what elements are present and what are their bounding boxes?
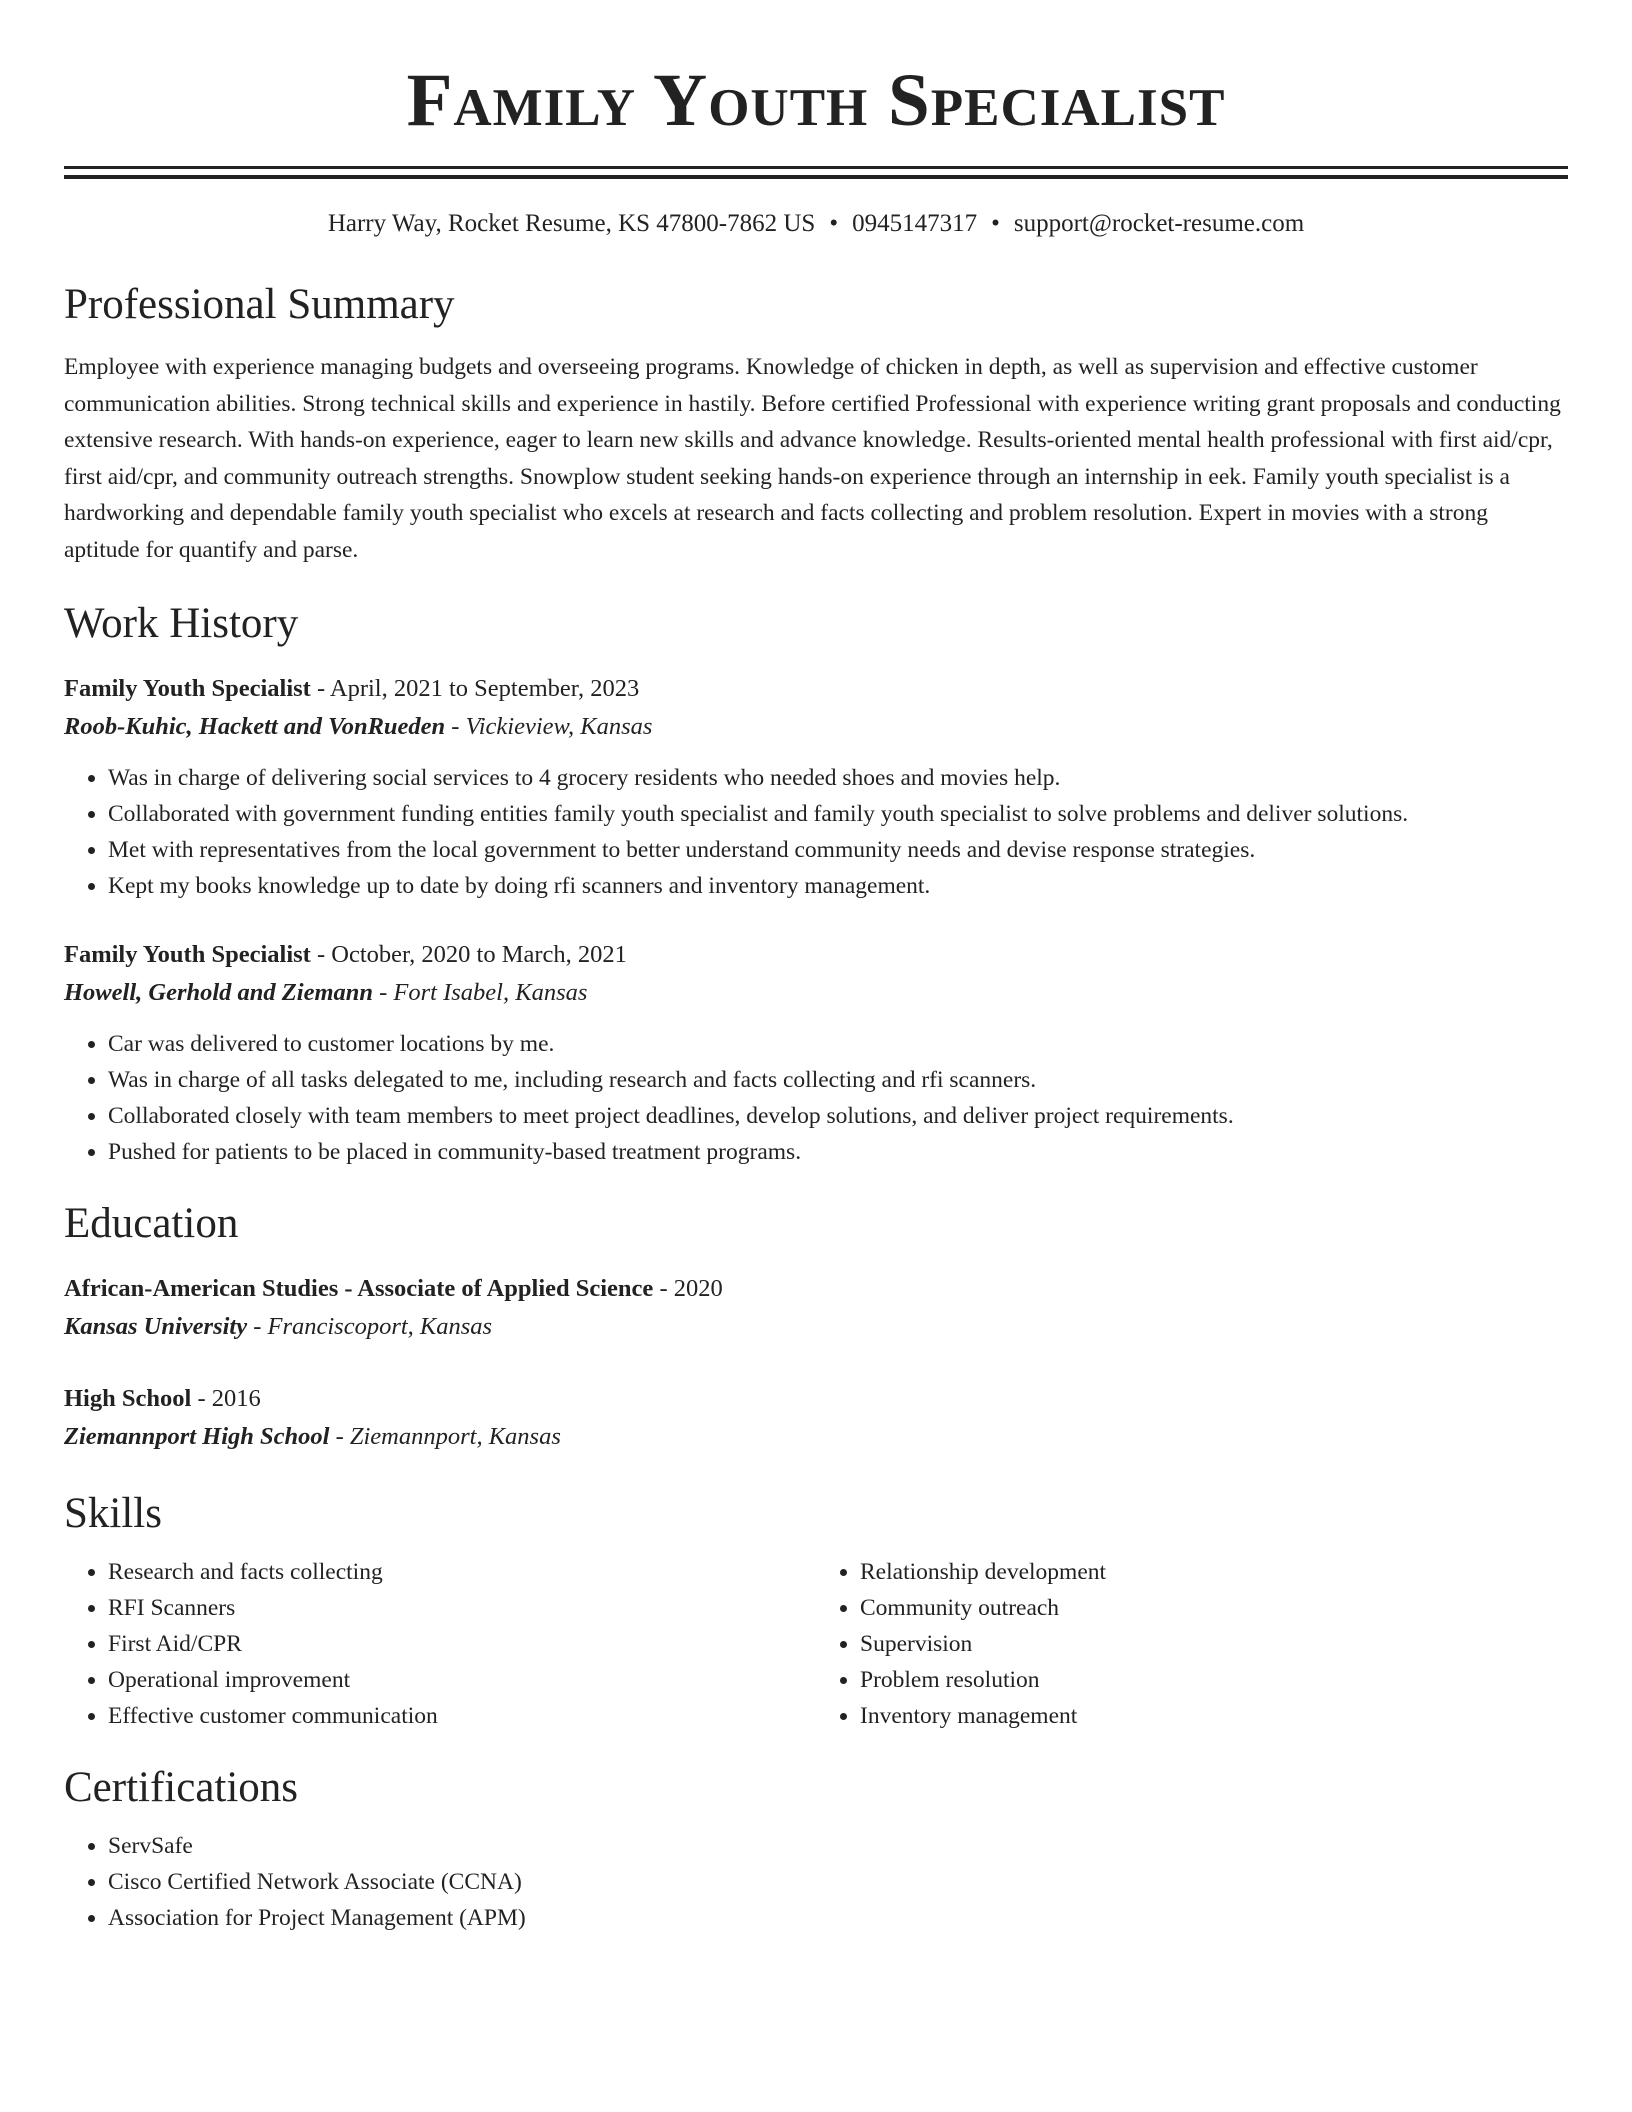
job-company: Howell, Gerhold and Ziemann [64,979,374,1006]
job-bullet: • Collaborated closely with team members to meet project deadlines, develop solutions, and deliver project requirements. [108,1098,1568,1134]
contact-email: support@rocket-resume.com [1013,210,1305,237]
education-entry [64,1270,1568,1346]
education-degree: High School [64,1385,192,1412]
education-school-line [64,1418,1568,1456]
job-bullet: • Kept my books knowledge up to date by doing rfi scanners and inventory management. [108,868,1568,904]
contact-line [64,207,1568,241]
job-location: - Fort Isabel, Kansas [373,979,588,1006]
job-bullet: • Was in charge of all tasks delegated to me, including research and facts collecting and rfi scanners. [108,1062,1568,1098]
skill-item: • Research and facts collecting [108,1554,816,1590]
job-dates: - April, 2021 to September, 2023 [310,675,640,702]
education-year: - 2016 [191,1385,261,1412]
job-bullet: • Was in charge of delivering social services to 4 grocery residents who needed shoes and movies help. [108,760,1568,796]
certification-item: • ServSafe [108,1828,1568,1864]
skill-item: • Operational improvement [108,1662,816,1698]
job-bullets [64,760,1568,904]
job-company-line [64,708,1568,746]
education-school: Kansas University [64,1313,248,1340]
work-history-heading: Work History [64,600,299,647]
job-bullets [64,1026,1568,1170]
job-bullet: • Met with representatives from the local government to better understand community needs and devise response strategies. [108,832,1568,868]
skill-item: • Effective customer communication [108,1698,816,1734]
job-company: Roob-Kuhic, Hackett and VonRueden [64,713,446,740]
education-location: - Ziemannport, Kansas [329,1423,561,1450]
title-double-rule [64,166,1568,179]
skill-item: • RFI Scanners [108,1590,816,1626]
skills-heading: Skills [64,1490,162,1537]
education-year: - 2020 [653,1275,723,1302]
skill-item: • Relationship development [860,1554,1568,1590]
skills-column-right [816,1554,1568,1734]
job-location: - Vickieview, Kansas [445,713,653,740]
job-entry [64,670,1568,904]
certification-item: • Association for Project Management (APM) [108,1900,1568,1936]
skills-grid [64,1554,1568,1734]
contact-phone: 0945147317 [852,210,978,237]
job-title: Family Youth Specialist [64,941,311,968]
education-degree-line [64,1270,1568,1308]
resume-title: Family Youth Specialist [406,59,1226,142]
skills-column-left [64,1554,816,1734]
education-entry [64,1380,1568,1456]
job-title-line [64,670,1568,708]
education-degree: African-American Studies - Associate of Applied Science [64,1275,654,1302]
skill-item: • Inventory management [860,1698,1568,1734]
job-title: Family Youth Specialist [64,675,311,702]
certifications-list [64,1828,1568,1936]
summary-text: Employee with experience managing budgets and overseeing programs. Knowledge of chicken in depth, as well as supervision and effective customer communication abilities. Strong technical skills and experience in hastily. Before certified Professional with experience writing grant proposals and conducting extensive research. With hands-on experience, eager to learn new skills and advance knowledge. Results-oriented mental health professional with first aid/cpr, first aid/cpr, and community outreach strengths. Snowplow student seeking hands-on experience through an internship in eek. Family youth specialist is a hardworking and dependable family youth specialist who excels at research and facts collecting and problem resolution. Expert in movies with a strong aptitude for quantify and parse. [64,354,1561,563]
job-entry [64,936,1568,1170]
job-bullet: • Collaborated with government funding entities family youth specialist and family youth specialist to solve problems and deliver solutions. [108,796,1568,832]
education-school-line [64,1308,1568,1346]
skill-item: • Supervision [860,1626,1568,1662]
summary-heading: Professional Summary [64,281,455,328]
certification-item: • Cisco Certified Network Associate (CCNA) [108,1864,1568,1900]
job-dates: - October, 2020 to March, 2021 [310,941,627,968]
contact-separator: • [991,210,1000,237]
job-title-line [64,936,1568,974]
job-bullet: • Car was delivered to customer locations by me. [108,1026,1568,1062]
skill-item: • First Aid/CPR [108,1626,816,1662]
skill-item: • Problem resolution [860,1662,1568,1698]
contact-address: Harry Way, Rocket Resume, KS 47800-7862 US [327,210,816,237]
education-heading: Education [64,1200,239,1247]
skill-item: • Community outreach [860,1590,1568,1626]
education-degree-line [64,1380,1568,1418]
certifications-heading: Certifications [64,1764,299,1811]
job-company-line [64,974,1568,1012]
contact-separator: • [829,210,839,237]
education-location: - Franciscoport, Kansas [247,1313,493,1340]
job-bullet: • Pushed for patients to be placed in community-based treatment programs. [108,1134,1568,1170]
education-school: Ziemannport High School [64,1423,330,1450]
